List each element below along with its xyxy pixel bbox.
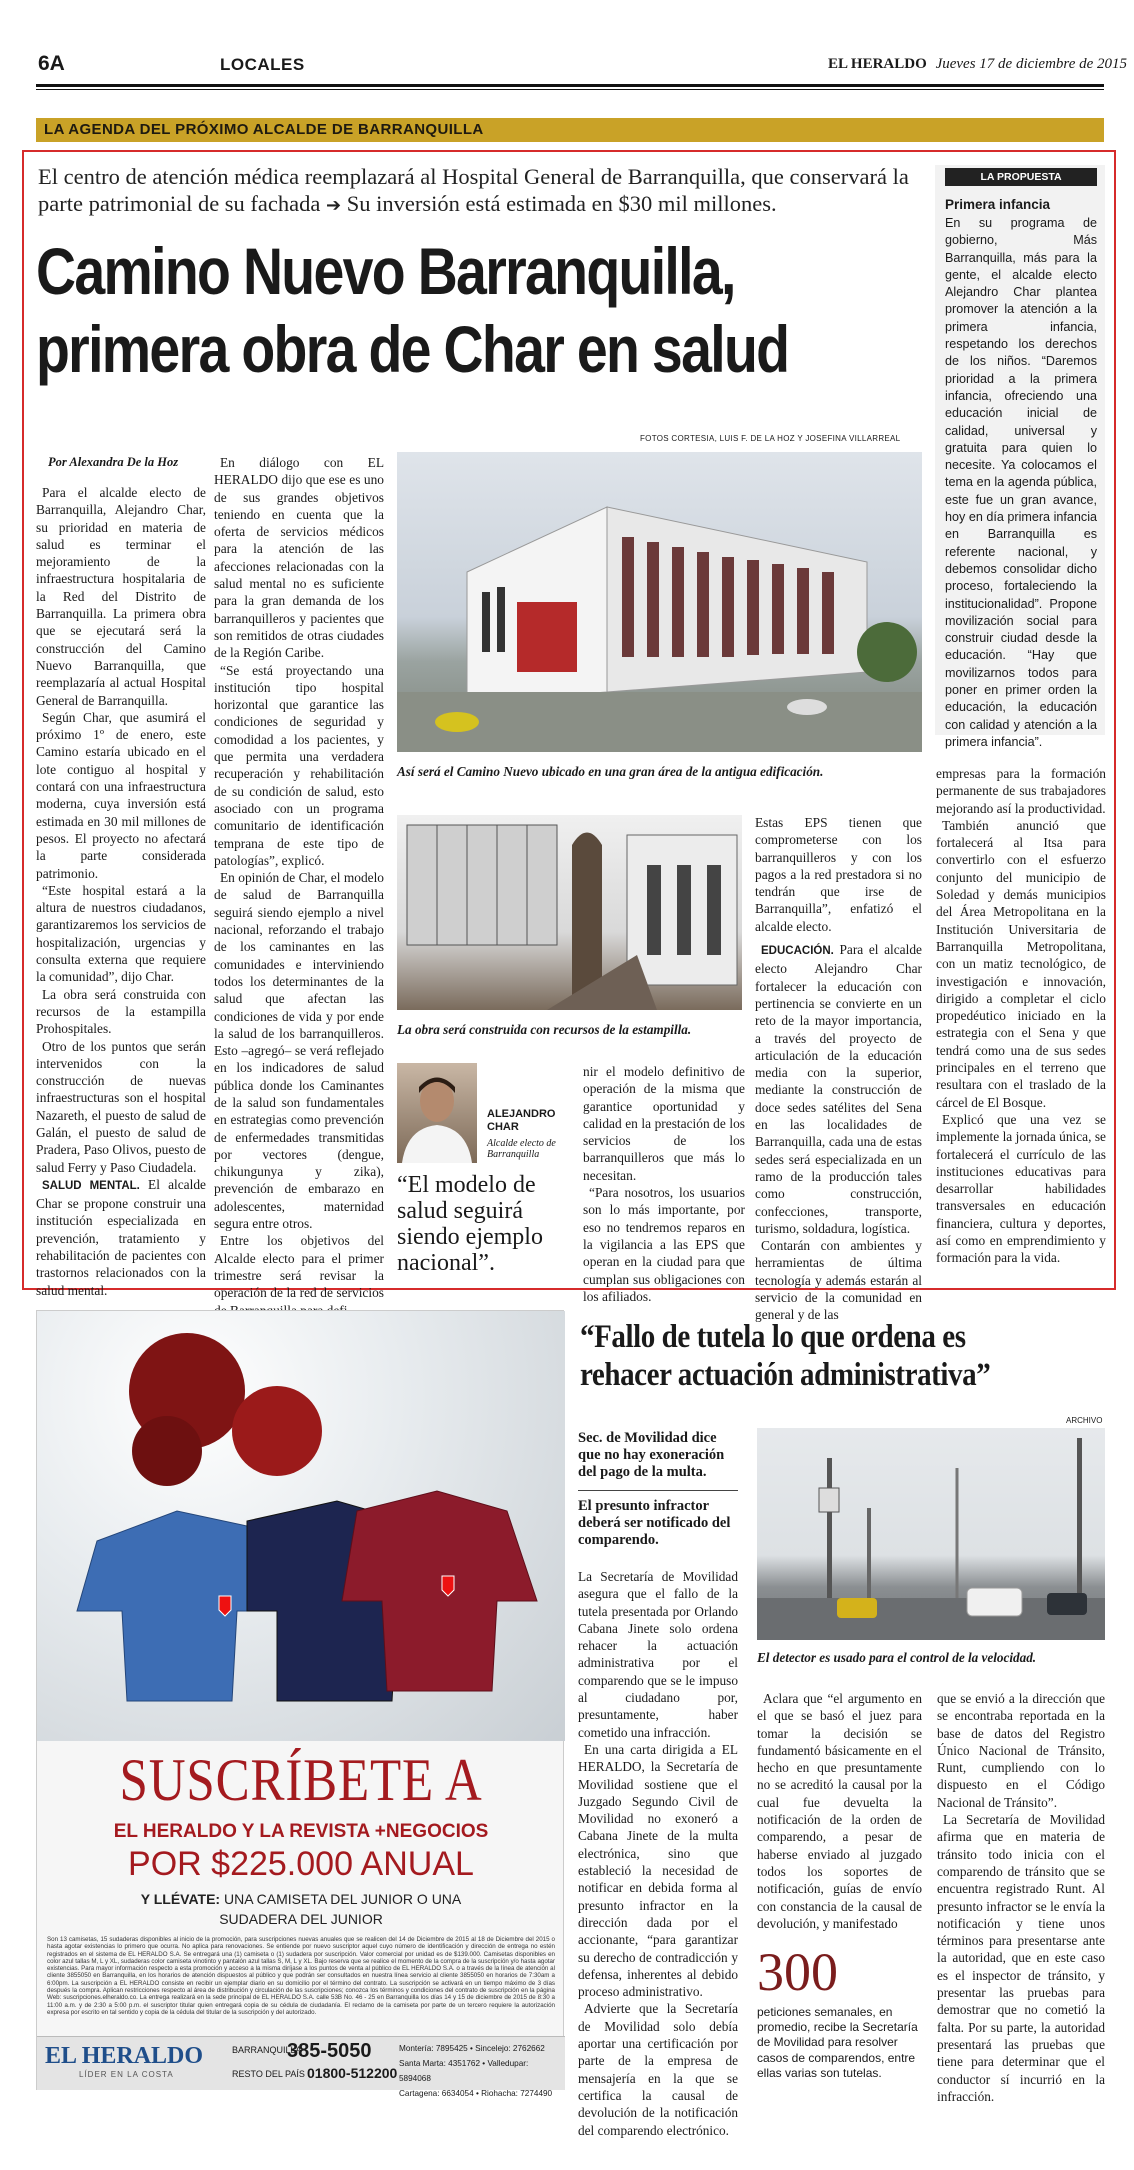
tutela-photo-caption: El detector es usado para el control de la velocidad. (757, 1650, 1037, 1665)
story-col-4 (755, 814, 922, 1324)
contact-santa-marta: Santa Marta: 4351762 (399, 2059, 481, 2068)
tutela-col-3 (937, 1690, 1105, 2105)
story-deck (38, 163, 928, 219)
ad-price: POR $225.000 ANUAL (128, 1845, 474, 1883)
deck-second: Su inversión está estimada en $30 mil millones. (346, 191, 777, 216)
byline: Por Alexandra De la Hoz (48, 455, 179, 469)
tutela-subhead-1: Sec. de Movilidad dice que no hay exoneración del pago de la multa. (578, 1430, 725, 1480)
quote-name: ALEJANDRO CHAR (487, 1108, 556, 1133)
arrow-icon: ➔ (326, 195, 342, 216)
ad-offer-lead: Y LLÉVATE: (140, 1891, 221, 1907)
ad-city-2: RESTO DEL PAÍS (232, 2069, 305, 2079)
headline-line2: primera obra de Char en salud (36, 312, 789, 386)
deck-first: El centro de atención médica reemplazará al Hospital General de Barranquilla, que conservará la parte patrimonial de su fachada (38, 164, 909, 216)
section-name: LOCALES (220, 55, 305, 74)
ad-headline: SUSCRÍBETE A (119, 1747, 483, 1813)
ad-offer (37, 1891, 565, 1907)
col1-para-4: La obra será construida con recursos de la estampilla Prohospitales. (36, 986, 206, 1037)
col2-para-2: “Se está proyectando una institución tipo hospital horizontal que garantice las condiciones de seguridad y comodidad a los pacientes, y que permita una verdadera recuperación y rehabilitación de su condición de salud, esto asociado con un programa comunitario de identificación temprana de este tipo de patologías”, explicó. (214, 662, 384, 868)
contact-sincelejo: Sincelejo: 2762662 (475, 2044, 545, 2053)
sidebar-label: LA PROPUESTA (945, 168, 1097, 186)
page-number: 6A (38, 52, 65, 75)
col5-para-1: empresas para la formación permanente de sus trabajadores mejorando así la productividad. (936, 766, 1106, 816)
photo-credit: FOTOS CORTESIA, LUIS F. DE LA HOZ Y JOSEFINA VILLARREAL (640, 434, 901, 443)
hospital-rendering-photo (397, 452, 922, 752)
col5-para-3: Explicó que una vez se implemente la jornada única, se fortalecerá el currículo de las instituciones educativas para desarrollar habilidades transversales en educación financiera, cultura y deportes, así como en emprendimiento y formación para la vida. (936, 1111, 1106, 1266)
tutela-col3-para-1: que se envió a la dirección que se encontraba reportada en la base de datos del Registro Único Nacional de Tránsito, Runt, cumpliendo con lo dispuesto en el Código Nacional de Tránsito”. (937, 1691, 1105, 1810)
tutela-headline: “Fallo de tutela lo que ordena es rehacer actuación administrativa” (580, 1319, 991, 1393)
contact-monteria: Montería: 7895425 (399, 2044, 468, 2053)
col1-para-2: Según Char, que asumirá el próximo 1º de enero, este Camino estaría ubicado en el lote contiguo al hospital y contará con una infraestructura moderna, cuya inversión está estimada en 30 mil millones de pesos. El proyecto no afectará la parte considerada patrimonio. (36, 709, 206, 881)
col5-para-2: También anunció que fortalecerá al Itsa para convertirlo con el esfuerzo conjunto del municipio de Soledad y demás municipios del Área Metropolitana en la Institución Universitaria de Barranquilla Metropolitana, con un matiz tecnológico, de investigación e innovación, dirigido a completar el ciclo propedéutico iniciado en la estrategia con el Sena y que tendrá como una de sus sedes principales en el terreno que resultara con el traslado de la cárcel de El Bosque. (936, 817, 1106, 1110)
photo1-caption: Así será el Camino Nuevo ubicado en una gran área de la antigua edificación. (397, 764, 824, 779)
story-col-3 (583, 1063, 745, 1305)
subscription-ad[interactable] (36, 1310, 564, 2098)
mental-health-lead: SALUD MENTAL. (42, 1179, 140, 1192)
ad-footer (37, 2036, 565, 2098)
ad-image-area (37, 1311, 565, 1741)
col1-tail: El alcalde Char se propone construir una institución especializada en prevención, tratamiento y rehabilitación de pacientes con trastornos relacionados con la salud mental. (36, 1176, 206, 1298)
tutela-col1-para-3: Advierte que la Secretaría de Movilidad solo debía aportar una certificación por parte de la empresa de mensajería en la que se certifica la causal de devolución de la notificación del comparendo electrónico. (578, 2001, 738, 2138)
ad-fine-print: Son 13 camisetas, 15 sudaderas disponibles al inicio de la promoción, para suscripciones nuevas anuales que se realicen del 14 de Diciembre de 2015 al 18 de Diciembre del 2015 o hasta agotar existencias lo primero que ocurra. No aplica para renovaciones. Se entiende por nuevo suscriptor aquel cuyo número de identificación y dirección de entrega no estén registrados en el sistema de EL HERALDO S.A. Se entregará una (1) camiseta o (1) sudadera por suscripción. Valor comercial por unidad es de $139.000. Camisetas disponibles en color azul tallas M, L y XL, sudaderas color camiseta vinotinto y pantalón azul tallas S, M, L y XL. Bajo reserva que se realice el momento de la compra de la suscripción y/o hasta agotar existencias. Para mayor información respecto a esta promoción y acceso a la misma diríjase a los puntos de venta al público de EL HERALDO S.A. o a través de la línea de atención al cliente 3855050 en Barranquilla, en los horarios de atención dispuestos al público y que podrán ser consultados en nuestra línea servicio al cliente 3855050 en horarios de 7:30am a 6:00pm. La suscripción a EL HERALDO consiste en recibir un ejemplar diario en su domicilio por el término del contrato. La suscripción se activará en un tiempo máximo de 3 días después la compra. Aplican restricciones respecto al área de distribución y circulación de las suscripciones; conozca los términos y condiciones del contrato de suscripción en la página Web: suscripciones.elheraldo.co. La entrega realizará en la sede principal de EL HERALDO S.A. calle 53B No. 46 - 25 en Barranquilla los días 14 y 15 de diciembre de 2015 de 8:30 a 11:00 a.m. y de 2:30 a 5:00 p.m. el suscriptor titular quien entregará copia de su cédula de ciudadanía. El reclamo de la camiseta por parte de un tercero requiere la autorización expresa por escrito en tal sentido y copia de la cédula del titular de la suscripción y del autorizado. (47, 1936, 555, 2016)
sidebar-text: En su programa de gobierno, Más Barranquilla, más para la gente, el alcalde electo Alejandro Char plantea promover la atención a la primera infancia, respetando los derechos de los niños. “Daremos prioridad a la primera infancia, ofreciendo una educación inicial de calidad, universal y gratuita para quien lo necesite. Ya colocamos el tema en la agenda pública, este fue un gran avance, hoy en día primera infancia en Barranquilla es referente nacional, y debemos consolidar dicho proceso, fortaleciendo la institucionalidad”. Propone movilización social para construir ciudad desde la educación. “Hay que movilizarnos todos para poner en primer orden la educación, la educación con calidad y atención a la primera infancia”. (945, 216, 1097, 749)
hospital-building-image (397, 452, 922, 752)
story-col-5 (936, 765, 1106, 1267)
photo2-caption: La obra será construida con recursos de la estampilla. (397, 1022, 692, 1037)
ad-city-1: BARRANQUILLA (232, 2045, 302, 2055)
contact-valledupar: Valledupar: 5894068 (399, 2059, 529, 2083)
tutela-col2-para-1: Aclara que “el argumento en el que se basó el juez para tomar la decisión se fundamentó básicamente en el hecho en que presuntamente no se acreditó la causal por la cual fue devuelta la notificación de la orden de comparendo, a pesar de haberse enviado al juzgado todos los soportes de notificación, guías de envío con constancia de la causal de devolución, y manifestado (757, 1691, 922, 1931)
pull-quote: “El modelo de salud seguirá siendo ejemplo nacional”. (397, 1172, 543, 1276)
story-col-2 (214, 454, 384, 1319)
hospital-corridor-photo (397, 815, 742, 1010)
col2-para-4: Entre los objetivos del Alcalde electo para el primer trimestre será revisar la operación de la red de servicios (214, 1233, 384, 1301)
agenda-band: LA AGENDA DEL PRÓXIMO ALCALDE DE BARRANQUILLA (36, 118, 1104, 142)
tutela-col1-para-1: La Secretaría de Movilidad asegura que el fallo de la tutela presentada por Orlando Cabana Jinete solo ordena rehacer la actuación administrativa por el comparendo que se le impuso al ciudadano por, presuntamente, haber cometido una infracción. (578, 1569, 738, 1740)
contact-cartagena: Cartagena: 6634054 (399, 2089, 474, 2098)
col4-para-1: Estas EPS tienen que comprometerse con los barranquilleros y con los pagos a la red prestadora si no tendrán que irse de Barranquilla”, enfatizó el alcalde electo. (755, 815, 922, 934)
col1-para-3: “Este hospital estará a la altura de nuestros ciudadanos, garantizaremos los servicios de hospitalización, urgencias y consulta externa que requiere la comunidad”, dijo Char. (36, 882, 206, 985)
speed-detector-photo (757, 1428, 1105, 1640)
paper-name: EL HERALDO (828, 56, 927, 72)
education-lead: EDUCACIÓN. (761, 945, 834, 958)
tutela-col-2 (757, 1690, 922, 1932)
tutela-col3-para-2: La Secretaría de Movilidad afirma que en materia de tránsito todo inicia con el comparendo de tránsito que se encuentra registrado Runt. Al presunto infractor se le envía la notificación y tiene unos términos para presentarse ante la autoridad, que en este caso es el inspector de tránsito, y presentar las pruebas para demostrar que no cometió la falta. Por su parte, la autoridad presentará las pruebas que tiene para determinar que el conductor sí incurrió en la infracción. (937, 1812, 1105, 2104)
ad-phone-1[interactable]: 385-5050 (287, 2040, 372, 2062)
jerseys-image (37, 1311, 565, 1741)
tutela-col1-para-2: En una carta dirigida a EL HERALDO, la Secretaría de Movilidad sostiene que el Juzgado Segundo Civil de Movilidad no exoneró a Cabana Jinete de la multa electrónica, sino que estableció la necesidad de notificar en debida forma al presunto infractor en la dirección dada por el accionante, “para garantizar su derecho de contradicción y defensa, inherentes al debido proceso administrativo. (578, 1741, 738, 2000)
col2-para-3: En opinión de Char, el modelo de salud de Barranquilla seguirá siendo ejemplo a nivel nacional, reforzando el trabajo de los caminantes en las comunidades e interviniendo todos los determinantes de la salud que afectan las condiciones de vida y por ende la salud de los barranquilleros. Esto –agregó– se verá reflejado en los indicadores de salud pública donde los Caminantes de la salud son fundamentales en estrategias como prevención de enfermedades transmitidas por vectores (dengue, chikungunya y zika), prevención de embarazo en adolescentes, maternidad segura entre otros. (214, 870, 384, 1232)
headline-line1: Camino Nuevo Barranquilla, (36, 234, 735, 308)
header-rule-thin (36, 89, 1104, 90)
tutela-photo-credit: ARCHIVO (1066, 1416, 1103, 1425)
stat-number: 300 (757, 1942, 838, 2002)
header-rule (36, 84, 1104, 87)
sidebar-title: Primera infancia (945, 197, 1051, 212)
col3-para-2: “Para nosotros, los usuarios son lo más importante, por eso no tendremos reparos en la vigilancia a las EPS que operan en la ciudad para que cumplan sus obligaciones con los afiliados. (583, 1185, 745, 1304)
ad-offer-2: SUDADERA DEL JUNIOR (219, 1911, 383, 1927)
col4-para-3: Contarán con ambientes y herramientas de última tecnología y además estarán al servicio de la comunidad en general y de las (755, 1238, 922, 1323)
tutela-subhead-2: El presunto infractor deberá ser notificado del comparendo. (578, 1498, 731, 1548)
portrait-image (397, 1063, 477, 1163)
ad-logo-tagline: LÍDER EN LA COSTA (79, 2070, 174, 2079)
col4-para-2: Para el alcalde electo Alejandro Char fortalecer la educación con pertinencia se convierte en un reto de la mayor importancia, a través del proyecto de articulación de la educación media con la superior, mediante la construcción de doce sedes satélites del Sena en las localidades de Barranquilla, cada una de estas sedes será especializada en un ramo de la producción tales como construcción, confecciones, transporte, turismo, soldadura, logística. (755, 942, 922, 1236)
subhead-divider (578, 1490, 738, 1491)
corridor-image (397, 815, 742, 1010)
ad-offer-text: UNA CAMISETA DEL JUNIOR O UNA (223, 1891, 462, 1907)
ad-phone-2[interactable]: 01800-512200 (307, 2065, 398, 2081)
col3-para-1: nir el modelo definitivo de operación de la misma que garantice oportunidad y calidad en la prestación de los servicios de los barranquilleros que más lo necesitan. (583, 1064, 745, 1183)
col1-para-1: Para el alcalde electo de Barranquilla, Alejandro Char, su prioridad en materia de salud es terminar el mejoramiento de la infraestructura hospitalaria de la Red del Distrito de Barranquilla. La primera obra que se ejecutará será la construcción del Camino Nuevo Barranquilla, que reemplazaría al actual Hospital General de Barranquilla. (36, 485, 206, 708)
col1-para-5: Otro de los puntos que serán intervenidos con la construcción de nuevas infraestructuras son el hospital Nazareth, el puesto de salud de Galán, el puesto de salud de Pradera, Paso Olivos, puesto de salud Ferry y Paso Ciudadela. (36, 1038, 206, 1175)
ad-logo: EL HERALDO (45, 2043, 204, 2069)
traffic-camera-image (757, 1428, 1105, 1640)
issue-date: Jueves 17 de diciembre de 2015 (935, 56, 1128, 72)
masthead-date (828, 54, 1127, 73)
ad-subhead: EL HERALDO Y LA REVISTA +NEGOCIOS (113, 1821, 489, 1842)
tutela-col-1 (578, 1568, 738, 2139)
quote-role: Alcalde electo de Barranquilla (487, 1138, 556, 1160)
avatar (397, 1063, 477, 1163)
ad-contacts: Montería: 7895425 • Sincelejo: 2762662 Santa Marta: 4351762 • Valledupar: 5894068 Cartagena: 6634054 • Riohacha: 7274490 (399, 2044, 553, 2098)
stat-text: peticiones semanales, en promedio, recibe la Secretaría de Movilidad para resolver casos de comparendos, entre ellas varias son tutelas. (757, 2005, 918, 2080)
col2-para-1: En diálogo con EL HERALDO dijo que ese es uno de sus grandes objetivos teniendo en cuenta que la oferta de servicios médicos para la atención de las afecciones relacionadas con la salud mental no es suficiente para la gran demanda de los barranquilleros y pacientes que son remitidos de otras ciudades de la Región Caribe. (214, 455, 384, 661)
contact-riohacha: Riohacha: 7274490 (481, 2089, 553, 2098)
story-col-1 (36, 484, 206, 1299)
